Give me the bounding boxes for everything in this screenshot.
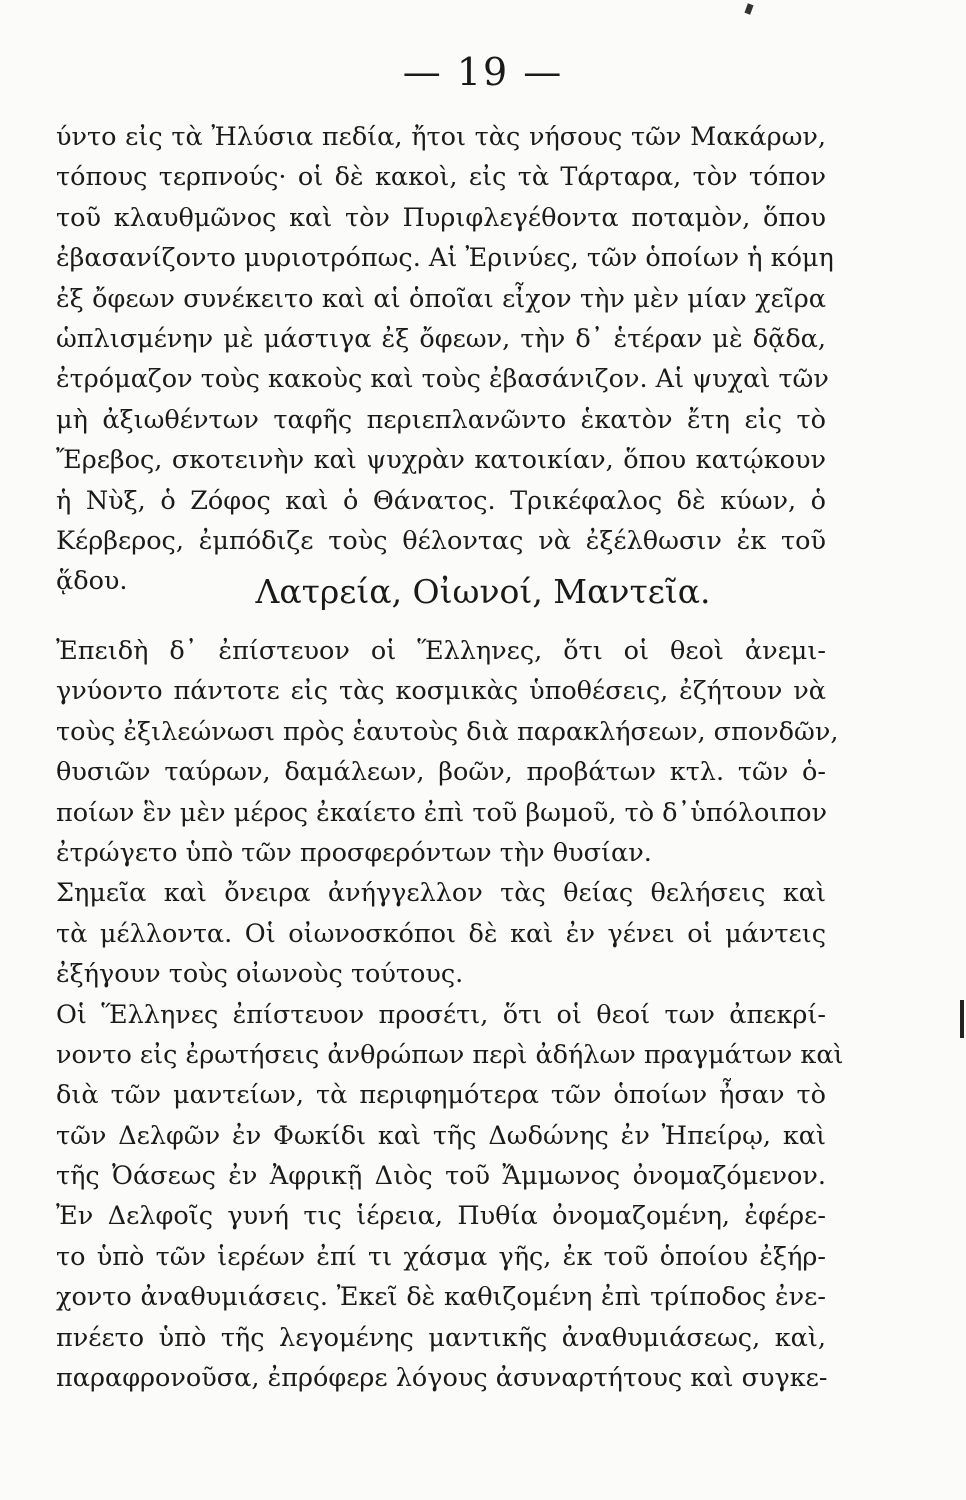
text-line: Ἐπειδὴ δ᾽ ἐπίστευον οἱ Ἕλληνες, ὅτι οἱ θεοὶ ἀνεμι- — [56, 636, 826, 666]
text-line: ποίων ἓν μὲν μέρος ἐκαίετο ἐπὶ τοῦ βωμοῦ, τὸ δ᾽ὑπόλοιπον — [56, 797, 827, 828]
text-line: Ἔρεβος, σκοτεινὴν καὶ ψυχρὰν κατοικίαν, ὅπου κατῴκουν — [56, 445, 826, 476]
text-line: τῶν Δελφῶν ἐν Φωκίδι καὶ τῆς Δωδώνης ἐν Ἠπείρῳ, καὶ — [56, 1120, 826, 1151]
text-line: Οἱ Ἕλληνες ἐπίστευον προσέτι, ὅτι οἱ θεοί των ἀπεκρί- — [56, 999, 826, 1030]
text-line: Ἐν Δελφοῖς γυνή τις ἱέρεια, Πυθία ὀνομαζομένη, ἐφέρε- — [56, 1201, 826, 1232]
text-line: τοῦ κλαυθμῶνος καὶ τὸν Πυριφλεγέθοντα ποταμὸν, ὅπου — [56, 202, 826, 233]
text-line: τῆς Ὀάσεως ἐν Ἀφρικῇ Διὸς τοῦ Ἄμμωνος ὀνομαζόμενον. — [56, 1161, 826, 1192]
text-line: θυσιῶν ταύρων, δαμάλεων, βοῶν, προβάτων κτλ. τῶν ὁ- — [56, 757, 826, 788]
text-line: ὡπλισμένην μὲ μάστιγα ἐξ ὄφεων, τὴν δ᾽ ἑτέραν μὲ δᾷδα, — [56, 323, 826, 354]
text-line: γνύοντο πάντοτε εἰς τὰς κοσμικὰς ὑποθέσεις, ἐζήτουν νὰ — [56, 676, 826, 707]
section-heading: Λατρεία, Οἰωνοί, Μαντεῖα. — [255, 572, 711, 611]
text-line: ᾅδου. — [56, 566, 128, 597]
text-line: τοὺς ἐξιλεώνωσι πρὸς ἑαυτοὺς διὰ παρακλήσεων, σπονδῶν, — [56, 716, 839, 747]
text-line: παραφρονοῦσα, ἐπρόφερε λόγους ἀσυναρτήτους καὶ συγκε- — [56, 1363, 828, 1394]
ink-speck — [744, 3, 753, 14]
page-number: — 19 — — [402, 50, 564, 94]
text-line: το ὑπὸ τῶν ἱερέων ἐπί τι χάσμα γῆς, ἐκ τοῦ ὁποίου ἐξήρ- — [56, 1241, 826, 1272]
text-line: ἐξ ὄφεων συνέκειτο καὶ αἱ ὁποῖαι εἶχον τὴν μὲν μίαν χεῖρα — [56, 283, 826, 314]
text-line: χοντο ἀναθυμιάσεις. Ἐκεῖ δὲ καθιζομένη ἐπὶ τρίποδος ἐνε- — [56, 1282, 826, 1313]
text-line: ἐξήγουν τοὺς οἰωνοὺς τούτους. — [56, 959, 464, 990]
binding-edge-mark — [960, 1000, 964, 1038]
text-line: τὰ μέλλοντα. Οἱ οἰωνοσκόποι δὲ καὶ ἐν γένει οἱ μάντεις — [56, 918, 826, 949]
text-line: ἐτρώγετο ὑπὸ τῶν προσφερόντων τὴν θυσίαν. — [56, 837, 652, 868]
text-line: νοντο εἰς ἐρωτήσεις ἀνθρώπων περὶ ἀδήλων πραγμάτων καὶ — [56, 1039, 844, 1070]
text-line: μὴ ἀξιωθέντων ταφῆς περιεπλανῶντο ἑκατὸν ἔτη εἰς τὸ — [56, 404, 826, 435]
text-line: ἡ Νὺξ, ὁ Ζόφος καὶ ὁ Θάνατος. Τρικέφαλος δὲ κύων, ὁ — [56, 485, 826, 516]
text-line: διὰ τῶν μαντείων, τὰ περιφημότερα τῶν ὁποίων ἦσαν τὸ — [56, 1080, 826, 1111]
text-line: ύντο εἰς τὰ Ἠλύσια πεδία, ἤτοι τὰς νήσους τῶν Μακάρων, — [56, 122, 826, 152]
paragraph-2 — [56, 631, 844, 1398]
text-line: τόπους τερπνούς· οἱ δὲ κακοὶ, εἰς τὰ Τάρταρα, τὸν τόπον — [56, 162, 826, 193]
text-line: Σημεῖα καὶ ὄνειρα ἀνήγγελλον τὰς θείας θελήσεις καὶ — [56, 878, 826, 909]
text-line: Κέρβερος, ἐμπόδιζε τοὺς θέλοντας νὰ ἐξέλθωσιν ἐκ τοῦ — [56, 525, 826, 556]
paragraph-1 — [56, 117, 834, 602]
text-line: ἐβασανίζοντο μυριοτρόπως. Αἱ Ἐρινύες, τῶν ὁποίων ἡ κόμη — [56, 243, 834, 274]
text-line: ἐτρόμαζον τοὺς κακοὺς καὶ τοὺς ἐβασάνιζον. Αἱ ψυχαὶ τῶν — [56, 364, 829, 395]
text-line: πνέετο ὑπὸ τῆς λεγομένης μαντικῆς ἀναθυμιάσεως, καὶ, — [56, 1322, 826, 1353]
